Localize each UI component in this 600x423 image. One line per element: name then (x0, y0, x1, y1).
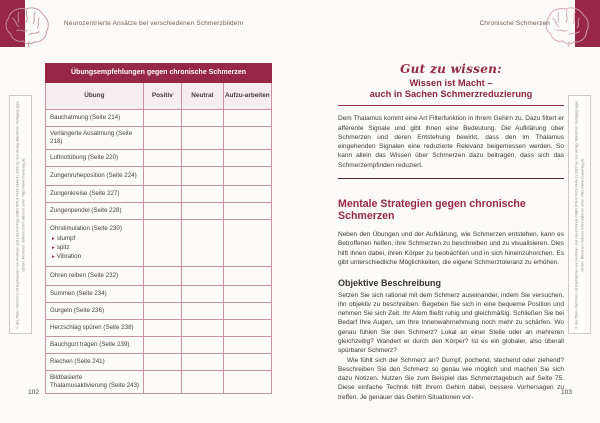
rating-cell-empty (181, 150, 223, 166)
rating-cell-empty (181, 220, 223, 266)
exercise-cell: Zungenruheposition (Seite 224) (50, 172, 137, 180)
bullet-triangle-icon: ▸ (52, 254, 55, 260)
rating-cell-empty (181, 167, 223, 185)
bullet-item: ▸ stumpf (52, 234, 76, 242)
rating-cell-empty (223, 150, 271, 166)
rating-cell-empty (143, 127, 181, 149)
section-heading: Mentale Strategien gegen chronische Schmerzen (338, 198, 526, 222)
table-title: Übungsempfehlungen gegen chronische Schmerzen (45, 63, 272, 83)
rating-cell-empty (223, 371, 271, 393)
exercise-cell: Summen (Seite 234) (50, 290, 107, 298)
bullet-triangle-icon: ▸ (52, 244, 55, 251)
table-row (46, 127, 271, 150)
rating-cell-empty (143, 286, 181, 302)
exercise-cell: Verlängerte Ausatmung (Seite 218) (50, 130, 133, 145)
rating-cell-empty (223, 337, 271, 353)
rating-cell-empty (143, 220, 181, 266)
infobox-top-rule (338, 105, 564, 106)
rating-cell-empty (143, 267, 181, 285)
table-header-row (45, 83, 272, 110)
table-row (46, 186, 271, 203)
exercise-cell: Zungenkreise (Seite 227) (50, 190, 120, 198)
running-header-right: Chronische Schmerzen (479, 20, 550, 27)
rating-cell-empty (143, 371, 181, 393)
rating-cell-empty (181, 186, 223, 202)
rating-cell-empty (143, 150, 181, 166)
subsection-heading: Objektive Beschreibung (338, 278, 442, 289)
rating-cell-empty (223, 110, 271, 126)
rating-cell-empty (143, 320, 181, 336)
rating-cell-empty (143, 110, 181, 126)
rating-cell-empty (181, 354, 223, 370)
table-row (46, 371, 271, 393)
exercise-recommendation-table (45, 63, 272, 394)
column-header-uebung: Übung (84, 92, 105, 100)
rating-cell-empty (181, 127, 223, 149)
exercise-cell: Bildbasierte Thalamusaktivierung (Seite 243) (50, 374, 140, 389)
infobox-title (338, 78, 564, 100)
copyright-note: © des Titels »Schmerz ist Kopfsache« von Andreas und Lisa Könings (ISBN 978-3-7423-2448-1) 2023 by riva Verlag, Münchner Verlagsgruppe GmbH, München. Nähere Informationen unter: http://www.rivaverlag.de (573, 100, 584, 329)
infobox-title-line1: Wissen ist Macht – (409, 78, 493, 88)
table-row (46, 354, 271, 371)
page-number-right: 103 (560, 389, 572, 396)
rating-cell-empty (181, 203, 223, 219)
rating-cell-empty (143, 337, 181, 353)
rating-cell-empty (223, 186, 271, 202)
rating-cell-empty (223, 303, 271, 319)
rating-cell-empty (143, 203, 181, 219)
rating-cell-empty (143, 167, 181, 185)
table-row (46, 303, 271, 320)
table-body (45, 110, 272, 394)
rating-cell-empty (223, 167, 271, 185)
rating-cell-empty (181, 320, 223, 336)
exercise-cell: Herzschlag spüren (Seite 238) (50, 324, 134, 332)
rating-cell-empty (223, 320, 271, 336)
table-row (46, 337, 271, 354)
exercise-cell: Bauchgurt tragen (Seite 239) (50, 341, 130, 349)
exercise-cell: Ohren reiben (Seite 232) (50, 272, 119, 280)
copyright-margin-box (9, 95, 32, 334)
rating-cell-empty (181, 337, 223, 353)
infobox-kicker: Gut zu wissen: (400, 62, 502, 76)
bullet-triangle-icon: ▸ (52, 235, 55, 242)
running-header-left: Neurozentrierte Ansätze bei verschiedenen Schmerzbildern (64, 20, 244, 27)
rating-cell-empty (143, 303, 181, 319)
exercise-cell: Gurgeln (Seite 236) (50, 307, 104, 315)
rating-cell-empty (143, 354, 181, 370)
column-header-aufzuarbeiten: Aufzu-arbeiten (223, 83, 271, 109)
rating-cell-empty (223, 127, 271, 149)
infobox-title-line2: auch in Sachen Schmerzreduzierung (369, 89, 533, 100)
column-header-neutral: Neutral (181, 83, 223, 109)
rating-cell-empty (181, 371, 223, 393)
table-row (46, 110, 271, 127)
right-page-text-column (338, 62, 564, 402)
table-row (46, 320, 271, 337)
table-row (46, 203, 271, 220)
rating-cell-empty (181, 110, 223, 126)
rating-cell-empty (223, 267, 271, 285)
table-row (46, 167, 271, 186)
rating-cell-empty (143, 186, 181, 202)
table-row (46, 267, 271, 286)
rating-cell-empty (223, 286, 271, 302)
section-paragraph-1: Setzen Sie sich rational mit dem Schmerz auseinander, indem Sie versuchen, ihn objektiv zu beschreiben. Begeben Sie sich in eine bequeme Position und nehmen Sie sich Zeit. Ihr Atem fließt ruhig und gleichmäßig. Schließen Sie bei Bedarf Ihre Augen, um Ihre Innenwahrnehmung noch mehr zu schärfen. Wo genau fühlen Sie den Schmerz? Lokal an einer Stelle oder an mehreren gleichzeitig? Wandert er durch den Körper? Ist es ein globaler, also überall spürbarer Schmerz? (338, 291, 564, 355)
exercise-cell: Ohrstimulation (Seite 230) ▸ stumpf ▸ spitz ▸ Vibration (46, 220, 143, 266)
table-row (46, 150, 271, 167)
rating-cell-empty (223, 203, 271, 219)
exercise-cell: Luftnotübung (Seite 220) (50, 154, 119, 162)
rating-cell-empty (181, 267, 223, 285)
page-number-left: 102 (28, 389, 40, 396)
brain-icon (4, 6, 50, 47)
rating-cell-empty (181, 303, 223, 319)
bullet-item: ▸ Vibration (52, 253, 82, 260)
rating-cell-empty (181, 286, 223, 302)
exercise-cell: Bauchatmung (Seite 214) (50, 114, 121, 122)
copyright-margin-box (568, 95, 591, 334)
exercise-cell: Riechen (Seite 241) (50, 358, 105, 366)
table-row (46, 220, 271, 267)
infobox-bottom-rule (338, 178, 564, 179)
section-paragraph-2: Wie fühlt sich der Schmerz an? Dumpf, pochend, stechend oder ziehend? Beschreiben Sie den Schmerz so genau wie möglich und machen Sie sich dazu Notizen. Nutzen Sie zum Beispiel das Schmerztagebuch auf Seite 75. Diese einfache Technik hilft Ihrem Gehirn dabei, bessere Vorhersagen zu treffen. Je genauer das Gehirn Situationen vor- (338, 356, 564, 401)
table-row (46, 286, 271, 303)
bullet-item: ▸ spitz (52, 243, 70, 251)
brain-icon (544, 6, 590, 47)
infobox-body: Dem Thalamus kommt eine Art Filterfunktion in Ihrem Gehirn zu. Dazu filtert er afferente Signale und gibt ihnen eine Bedeutung. Die Aufklärung über Schmerzen und deren Entstehung bewirkt, dass den im Thalamus eingehenden Signalen eine reduzierte Relevanz beigemessen werden. So kann allein das Wissen über Schmerzen dazu beitragen, dass sich das Schmerzempfinden reduziert. (338, 115, 564, 169)
rating-cell-empty (223, 354, 271, 370)
copyright-note: © des Titels »Schmerz ist Kopfsache« von Andreas und Lisa Könings (ISBN 978-3-7423-2448-1) 2023 by riva Verlag, Münchner Verlagsgruppe GmbH, München. Nähere Informationen unter: http://www.rivaverlag.de (14, 100, 25, 329)
section-intro: Neben den Übungen und der Aufklärung, wie Schmerzen entstehen, kann es Betroffenen helfen, ihre Schmerzen zu beschreiben und zu visualisieren. Dies hilft ihnen dabei, ihren Körper zu beobachten und in sich hineinzuhorchen. Es gibt unterschiedliche Möglichkeiten, die eigene Schmerztoleranz zu erhöhen. (338, 231, 564, 266)
column-header-positiv: Positiv (143, 83, 181, 109)
rating-cell-empty (223, 220, 271, 266)
exercise-cell: Zungenpendel (Seite 228) (50, 207, 122, 215)
